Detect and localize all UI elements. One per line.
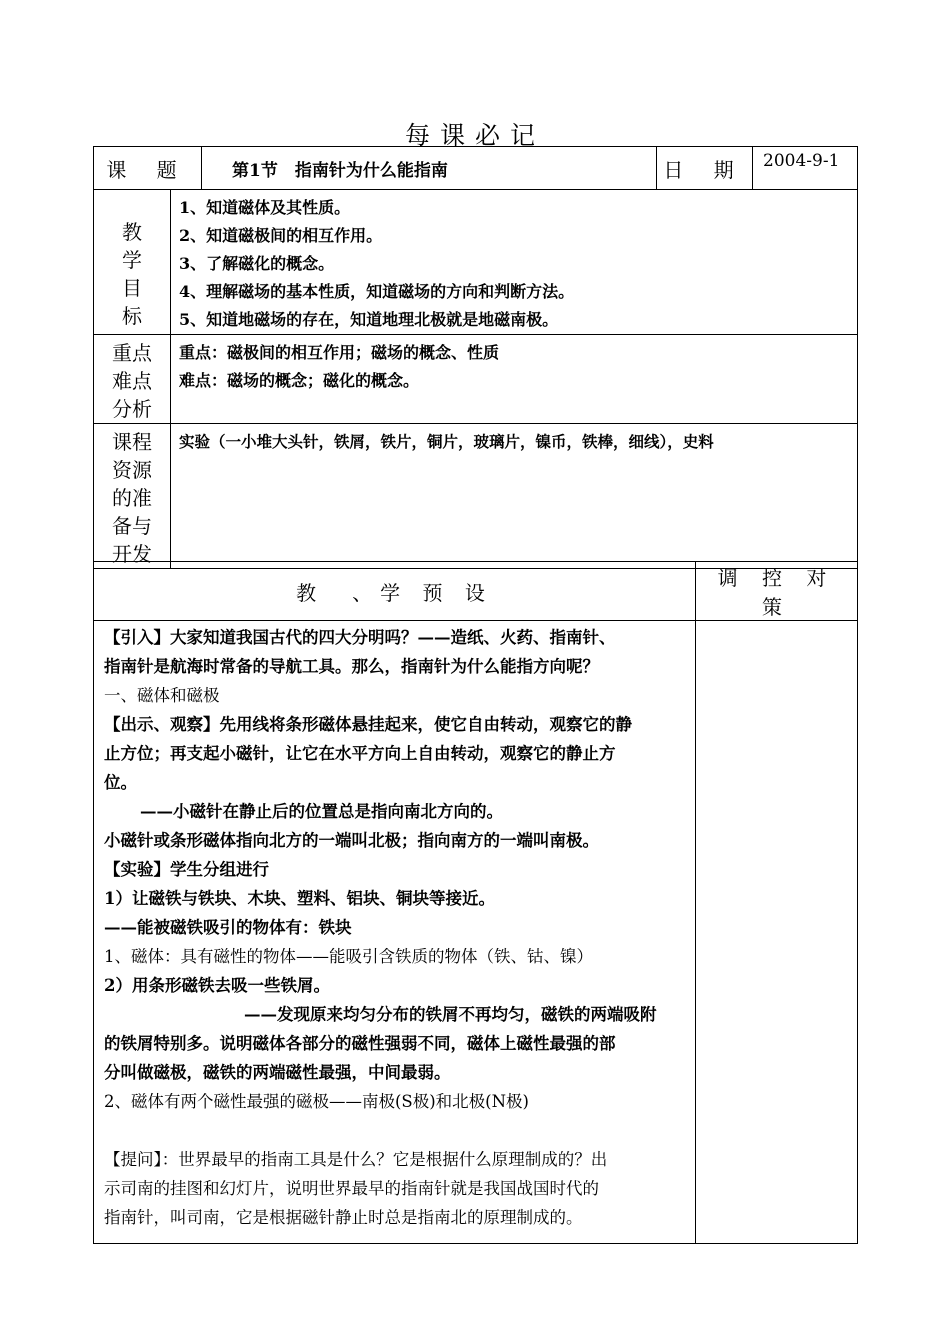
objective-item: 1、知道磁体及其性质。 xyxy=(179,198,351,217)
objective-item: 4、理解磁场的基本性质，知道磁场的方向和判断方法。 xyxy=(179,282,575,301)
resources-content: 实验（一小堆大头针，铁屑，铁片，铜片，玻璃片，镍币，铁棒，细线），史料 xyxy=(171,424,858,569)
key-points-label: 重点 难点 分析 xyxy=(94,335,171,424)
key-points-content xyxy=(171,335,858,424)
topic-label: 课 题 xyxy=(94,147,202,190)
resources-label: 课程 资源 的准 备与 开发 xyxy=(94,424,171,569)
objective-item: 5、知道地磁场的存在，知道地理北极就是地磁南极。 xyxy=(179,310,559,329)
key-point-item: 重点：磁极间的相互作用；磁场的概念、性质 xyxy=(179,343,500,362)
objective-item: 3、了解磁化的概念。 xyxy=(179,254,335,273)
control-header: 调 控 对 策 xyxy=(696,562,858,621)
objective-item: 2、知道磁极间的相互作用。 xyxy=(179,226,383,245)
lesson-info-table xyxy=(93,146,858,569)
page-title: 每课必记 xyxy=(404,121,545,150)
control-content xyxy=(696,621,858,1244)
key-point-item: 难点：磁场的概念；磁化的概念。 xyxy=(179,371,420,390)
objectives-label: 教 学 目 标 xyxy=(94,190,171,335)
topic-value: 第1节 指南针为什么能指南 xyxy=(202,147,657,190)
lesson-plan-table xyxy=(93,561,858,1244)
date-value: 2004-9-1 xyxy=(753,147,858,190)
teaching-header: 教 、学 预 设 xyxy=(94,562,696,621)
objectives-content xyxy=(171,190,858,335)
teaching-content: 【引入】大家知道我国古代的四大分明吗？——造纸、火药、指南针、 指南针是航海时常备的导航工具。那么，指南针为什么能指方向呢？ 一、磁体和磁极 【出示、观察】先用线将条形磁体悬挂起来，使它自由转动，观察它的静 止方位；再支起小磁针，让它在水平方向上自由转动，观察它的静止方 位。 ——小磁针在静止后的位置总是指向南北方向的。 小磁针或条形磁体指向北方的一端叫北极；指向南方的一端叫南极。 【实验】学生分组进行 1）让磁铁与铁块、木块、塑料、铝块、铜块等接近。 ——能被磁铁吸引的物体有：铁块 1、磁体：具有磁性的物体——能吸引含铁质的物体（铁、钴、镍） 2）用条形磁铁去吸一些铁屑。 ——发现原来均匀分布的铁屑不再均匀，磁铁的两端吸附 的铁屑特别多。说明磁体各部分的磁性强弱不同，磁体上磁性最强的部 分叫做磁极，磁铁的两端磁性最强，中间最弱。 2、磁体有两个磁性最强的磁极——南极(S极)和北极(N极) 【提问】：世界最早的指南工具是什么？它是根据什么原理制成的？出 示司南的挂图和幻灯片，说明世界最早的指南针就是我国战国时代的 指南针，叫司南，它是根据磁针静止时总是指南北的原理制成的。 xyxy=(94,621,696,1244)
date-label: 日 期 xyxy=(657,147,753,190)
